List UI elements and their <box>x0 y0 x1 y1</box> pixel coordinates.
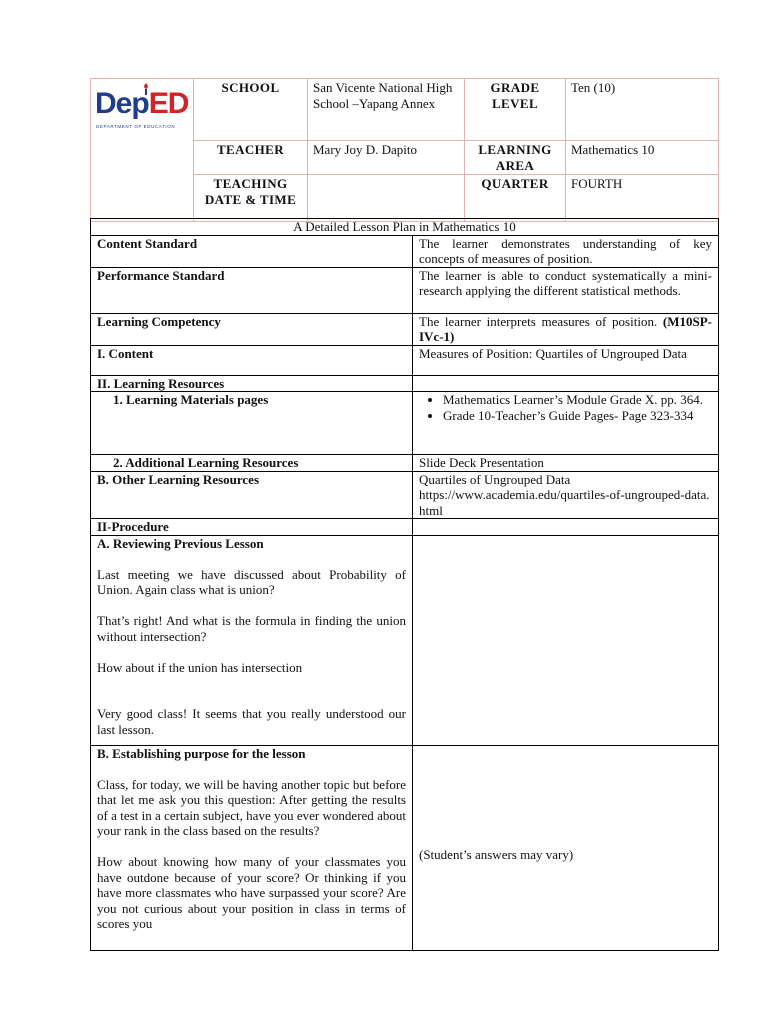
learning-materials-cell <box>413 392 719 455</box>
learning-competency-label: Learning Competency <box>91 313 413 345</box>
content-standard-value: The learner demonstrates understanding of key concepts of measures of position. <box>413 235 719 267</box>
learning-resources-empty <box>413 375 719 392</box>
grade-level-value: Ten (10) <box>566 79 719 141</box>
procedure-label: II-Procedure <box>91 519 413 536</box>
grade-level-label: GRADE LEVEL <box>465 79 566 141</box>
section-b-label: B. Establishing purpose for the lesson <box>97 745 306 761</box>
quarter-value: FOURTH <box>566 175 719 222</box>
section-b-cell <box>91 745 413 950</box>
deped-logo-cell <box>91 79 194 222</box>
section-a-paragraph: Last meeting we have discussed about Probability of Union. Again class what is union? <box>97 566 406 597</box>
students-answer-note: (Student’s answers may vary) <box>419 846 574 862</box>
other-resources-link[interactable]: https://www.academia.edu/quartiles-of-ungrouped-data.html <box>419 487 710 518</box>
section-a-cell <box>91 535 413 745</box>
quarter-label: QUARTER <box>465 175 566 222</box>
content-value: Measures of Position: Quartiles of Ungrouped Data <box>413 345 719 375</box>
other-resources-cell <box>413 471 719 519</box>
additional-resources-label: 2. Additional Learning Resources <box>91 455 413 472</box>
content-standard-label: Content Standard <box>91 235 413 267</box>
header-table <box>90 78 719 222</box>
content-label: I. Content <box>91 345 413 375</box>
section-b-paragraph: Class, for today, we will be having another topic but before that let me ask you this question: After getting the results of a test in a certain subject, have you ever wondered about your rank in the class based on the results? <box>97 776 406 838</box>
section-b-paragraph: How about knowing how many of your classmates you have outdone because of your score? Or thinking if you have more classmates who have surpassed your score? Are you not curious about your position in class in terms of scores you <box>97 854 406 931</box>
other-resources-label: B. Other Learning Resources <box>91 471 413 519</box>
performance-standard-label: Performance Standard <box>91 267 413 313</box>
section-a-label: A. Reviewing Previous Lesson <box>97 535 264 551</box>
other-resources-value: Quartiles of Ungrouped Data <box>419 471 571 487</box>
learning-area-value: Mathematics 10 <box>566 141 719 175</box>
section-b-answer-cell <box>413 745 719 950</box>
school-value: San Vicente National High School –Yapang Annex <box>308 79 465 141</box>
section-a-answer-cell <box>413 535 719 745</box>
competency-code: (M10SP-IVc-1) <box>419 313 713 344</box>
material-item: • Grade 10-Teacher’s Guide Pages- Page 323-334 <box>443 408 712 424</box>
teaching-date-value <box>308 175 465 222</box>
teacher-value: Mary Joy D. Dapito <box>308 141 465 175</box>
learning-materials-label: 1. Learning Materials pages <box>91 392 413 455</box>
section-a-paragraph: How about if the union has intersection <box>97 659 303 675</box>
plan-title: A Detailed Lesson Plan in Mathematics 10 <box>91 219 719 236</box>
learning-competency-value: The learner interprets measures of position. <box>419 313 658 329</box>
performance-standard-value: The learner is able to conduct systematically a mini-research applying the different statistical methods. <box>413 267 719 313</box>
teaching-date-label: TEACHING DATE & TIME <box>194 175 308 222</box>
lesson-plan-table <box>90 218 719 951</box>
learning-area-label: LEARNING AREA <box>465 141 566 175</box>
procedure-empty <box>413 519 719 536</box>
deped-logo: DepED DEPARTMENT OF EDUCATION <box>93 88 197 124</box>
learning-competency-cell <box>413 313 719 345</box>
teacher-label: TEACHER <box>194 141 308 175</box>
additional-resources-value: Slide Deck Presentation <box>413 455 719 472</box>
section-a-paragraph: That’s right! And what is the formula in finding the union without intersection? <box>97 613 406 644</box>
section-a-paragraph: Very good class! It seems that you really understood our last lesson. <box>97 706 406 737</box>
learning-resources-label: II. Learning Resources <box>91 375 413 392</box>
material-item: • Mathematics Learner’s Module Grade X. pp. 364. <box>443 392 712 408</box>
school-label: SCHOOL <box>194 79 308 141</box>
